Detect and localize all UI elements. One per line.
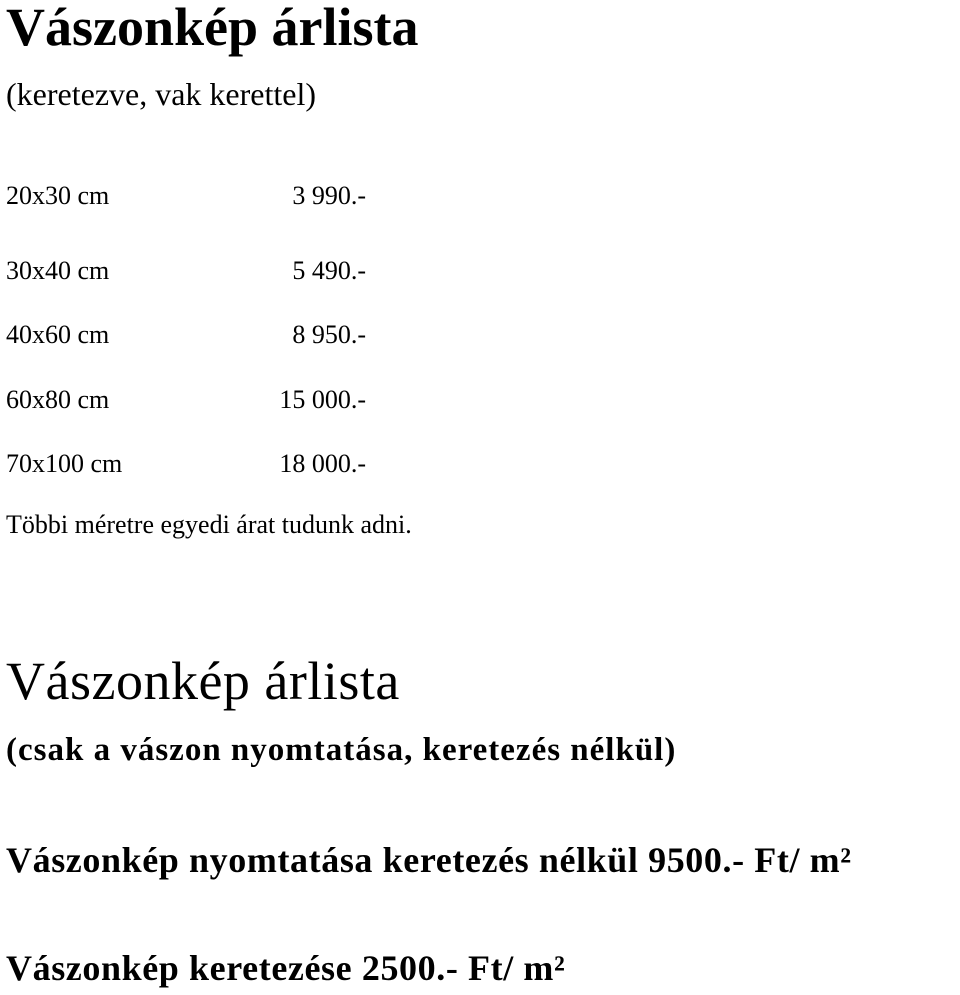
framed-price-table — [6, 0, 506, 560]
price-cell: 15 000.- — [279, 385, 366, 414]
price-cell: 5 490.- — [292, 256, 366, 285]
print-only-price: Vászonkép nyomtatása keretezés nélkül 9500.- Ft/ m² — [6, 840, 852, 880]
size-cell: 20x30 cm — [6, 181, 110, 210]
price-list-title-framed: Vászonkép árlista — [6, 0, 419, 57]
price-list-subtitle-unframed: (csak a vászon nyomtatása, keretezés nélkül) — [6, 732, 677, 768]
price-list-subtitle-framed: (keretezve, vak kerettel) — [6, 76, 317, 112]
price-cell: 18 000.- — [279, 449, 366, 478]
size-cell: 30x40 cm — [6, 256, 110, 285]
size-cell: 70x100 cm — [6, 449, 123, 478]
size-cell: 40x60 cm — [6, 320, 110, 349]
price-cell: 8 950.- — [292, 320, 366, 349]
framing-price: Vászonkép keretezése 2500.- Ft/ m² — [6, 948, 566, 988]
price-list-title-unframed: Vászonkép árlista — [6, 651, 400, 711]
custom-size-note: Többi méretre egyedi árat tudunk adni. — [6, 510, 412, 539]
price-cell: 3 990.- — [292, 181, 366, 210]
size-cell: 60x80 cm — [6, 385, 110, 414]
